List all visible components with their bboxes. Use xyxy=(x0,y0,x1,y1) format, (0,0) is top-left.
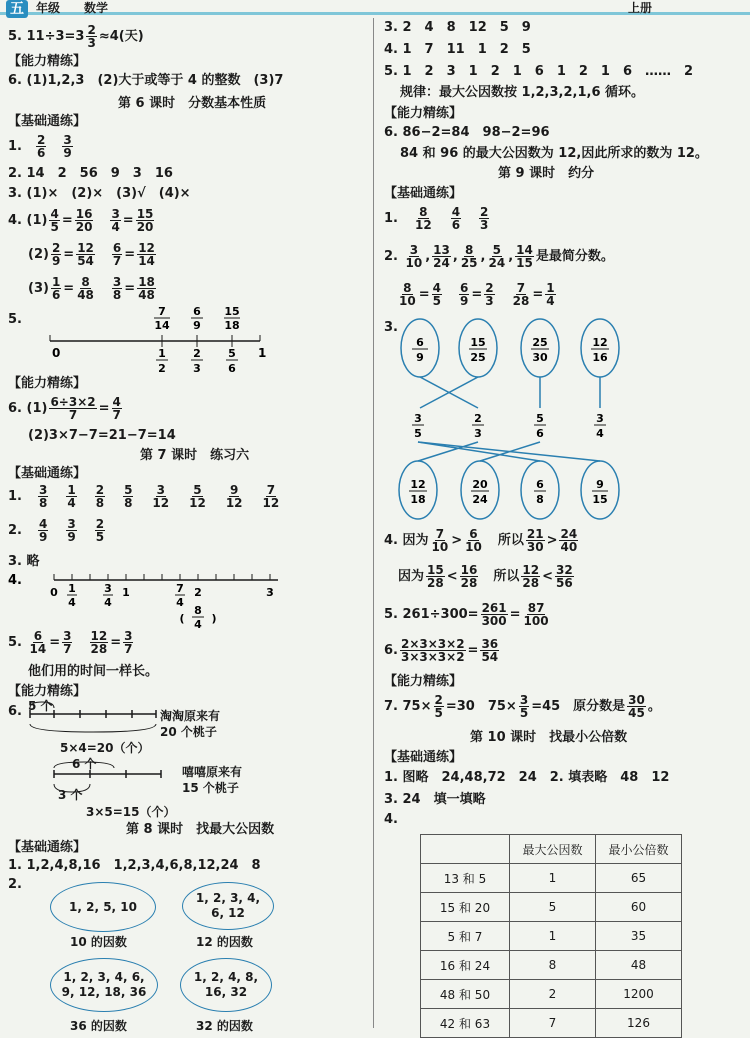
svg-text:4.: 4. xyxy=(8,573,22,588)
svg-text:30: 30 xyxy=(532,351,548,364)
section-heading: 【能力精练】 xyxy=(384,674,463,689)
lesson-title: 第 9 课时 约分 xyxy=(498,166,595,181)
table-cell: 42 和 63 xyxy=(421,1009,510,1038)
answer-r4c: 4. xyxy=(384,812,398,827)
svg-text:5: 5 xyxy=(414,427,422,440)
section-heading: 【基础通练】 xyxy=(8,114,87,129)
svg-text:3: 3 xyxy=(193,362,201,375)
section-heading: 【能力精练】 xyxy=(8,54,87,69)
calc-2: 3×5=15（个） xyxy=(86,805,176,819)
table-row xyxy=(421,1009,682,1038)
svg-text:2: 2 xyxy=(474,412,482,425)
gcd-lcm-table xyxy=(420,834,682,1038)
answer-r1: 1. $\frac{8}{12}$ $\frac{4}{6}$ $\frac{2}{3}$ xyxy=(384,205,489,232)
table-cell: 13 和 5 xyxy=(421,864,510,893)
section-heading: 【基础通练】 xyxy=(8,466,87,481)
answer-1c: 1. 1,2,4,8,16 1,2,3,4,6,8,12,24 8 xyxy=(8,858,261,873)
answer-2b: 2. $\frac{4}{9}$ $\frac{3}{9}$ $\frac{2}{5}$ xyxy=(8,517,105,544)
bar-label-six: 6 个 xyxy=(72,757,97,771)
answer-5b-text: 他们用的时间一样长。 xyxy=(28,664,159,679)
lesson-title: 第 6 课时 分数基本性质 xyxy=(118,96,267,111)
svg-text:9: 9 xyxy=(596,478,604,491)
answer-5-label: 5. xyxy=(8,312,22,327)
svg-text:18: 18 xyxy=(410,493,426,506)
svg-text:5: 5 xyxy=(536,412,544,425)
svg-text:15: 15 xyxy=(470,336,486,349)
section-heading: 【能力精练】 xyxy=(8,684,87,699)
svg-text:3: 3 xyxy=(414,412,422,425)
svg-text:9: 9 xyxy=(193,319,201,332)
table-cell: 5 和 7 xyxy=(421,922,510,951)
table-cell: 7 xyxy=(510,1009,596,1038)
lesson-title: 第 10 课时 找最小公倍数 xyxy=(470,730,628,745)
svg-text:2: 2 xyxy=(193,347,201,360)
peach-text-1a: 淘淘原来有 xyxy=(160,709,221,723)
answer-r4a: 4. 因为 $\frac{7}{10}$ > $\frac{6}{10}$ 所以 $\frac{21}{30}$ > $\frac{24}{40}$ xyxy=(384,527,578,554)
svg-text:24: 24 xyxy=(472,493,488,506)
svg-text:4: 4 xyxy=(194,618,202,630)
answer-1: 1. $\frac{2}{6}$ $\frac{3}{9}$ xyxy=(8,133,72,160)
answer-r2: 2. $\frac{3}{10}$ , $\frac{13}{24}$ , $\frac{8}{25}$ , $\frac{5}{24}$ , $\frac{14}{15}$ 是最简分数。 xyxy=(384,243,614,270)
answer-r6b: 84 和 96 的最大公因数为 12,因此所求的数为 12。 xyxy=(400,146,708,161)
table-row xyxy=(421,922,682,951)
svg-text:8: 8 xyxy=(536,493,544,506)
svg-text:12: 12 xyxy=(592,336,608,349)
oval-caption: 12 的因数 xyxy=(196,935,253,949)
svg-text:7: 7 xyxy=(176,582,184,595)
svg-text:12: 12 xyxy=(410,478,426,491)
subject-label: 数学 xyxy=(84,1,109,15)
number-line-2 xyxy=(8,568,298,630)
grade-badge: 五 xyxy=(6,0,28,18)
answer-r2b: $\frac{8}{10}$ = $\frac{4}{5}$ $\frac{6}{9}$ = $\frac{2}{3}$ $\frac{7}{28}$ = $\frac{1}{4}$ xyxy=(399,281,555,308)
table-header-cell xyxy=(421,835,510,864)
answer-r3-label: 3. xyxy=(384,320,398,335)
svg-text:25: 25 xyxy=(470,351,486,364)
answer-1b: 1. $\frac{3}{8}$ $\frac{1}{4}$ $\frac{2}{8}$ $\frac{5}{8}$ $\frac{3}{12}$ $\frac{5}{12}$ $\frac{9}{12}$ $\frac{7}{12}$ xyxy=(8,483,280,510)
column-divider xyxy=(373,18,374,1028)
svg-text:6: 6 xyxy=(193,305,201,318)
answer-3b: 3. 略 xyxy=(8,554,40,569)
bar-label-five: 5 个 xyxy=(28,699,53,713)
number-line-1 xyxy=(40,305,280,375)
table-row xyxy=(421,980,682,1009)
svg-text:1: 1 xyxy=(158,347,166,360)
table-cell: 65 xyxy=(596,864,682,893)
svg-text:0: 0 xyxy=(52,346,61,360)
section-heading: 【能力精练】 xyxy=(8,376,87,391)
answer-5b: 5. $\frac{6}{14}$ = $\frac{3}{7}$ $\frac{12}{28}$ = $\frac{3}{7}$ xyxy=(8,629,133,656)
table-cell: 60 xyxy=(596,893,682,922)
svg-text:15: 15 xyxy=(592,493,608,506)
table-row xyxy=(421,893,682,922)
answer-3: 3. (1)× (2)× (3)√ (4)× xyxy=(8,186,191,201)
svg-text:20: 20 xyxy=(472,478,488,491)
table-cell: 16 和 24 xyxy=(421,951,510,980)
svg-text:6: 6 xyxy=(416,336,424,349)
svg-text:1: 1 xyxy=(68,582,76,595)
svg-text:1: 1 xyxy=(258,346,267,360)
svg-text:3: 3 xyxy=(474,427,482,440)
svg-text:3: 3 xyxy=(104,582,112,595)
svg-text:3: 3 xyxy=(596,412,604,425)
table-cell: 48 和 50 xyxy=(421,980,510,1009)
answer-r5c: 5. 261÷300= $\frac{261}{300}$ = $\frac{87}{100}$ xyxy=(384,601,549,628)
oval-caption: 32 的因数 xyxy=(196,1019,253,1033)
svg-text:8: 8 xyxy=(194,604,202,617)
svg-text:4: 4 xyxy=(596,427,604,440)
table-cell: 8 xyxy=(510,951,596,980)
answer-2c: 2. xyxy=(8,877,22,892)
answer-6: 6. (1)1,2,3 (2)大于或等于 4 的整数 (3)7 xyxy=(8,73,284,88)
answer-4-row3: (3) $\frac{1}{6}$ = $\frac{8}{48}$ $\frac{3}{8}$ = $\frac{18}{48}$ xyxy=(28,275,155,302)
answer-r5: 5. 1 2 3 1 2 1 6 1 2 1 6 …… 2 xyxy=(384,64,694,79)
table-row xyxy=(421,951,682,980)
table-row xyxy=(421,864,682,893)
answer-r4b: 因为 $\frac{15}{28}$ < $\frac{16}{28}$ 所以 $\frac{12}{28}$ < $\frac{32}{56}$ xyxy=(398,563,573,590)
table-cell: 15 和 20 xyxy=(421,893,510,922)
svg-text:6: 6 xyxy=(536,478,544,491)
factor-oval-10: 1, 2, 5, 10 xyxy=(50,882,156,932)
svg-text:18: 18 xyxy=(224,319,240,332)
answer-r3: 3. 2 4 8 12 5 9 xyxy=(384,20,531,35)
answer-5: 5. 11÷3=3 $\frac{2}{3}$ ≈4(天) xyxy=(8,23,144,50)
svg-text:4: 4 xyxy=(104,596,112,609)
table-cell: 1 xyxy=(510,864,596,893)
peach-text-2a: 嘻嘻原来有 xyxy=(182,765,243,779)
peach-text-2b: 15 个桃子 xyxy=(182,781,239,795)
answer-r5-rule: 规律：最大公因数按 1,2,3,2,1,6 循环。 xyxy=(400,85,645,100)
answer-r7: 7. 75× $\frac{2}{5}$ =30 75× $\frac{3}{5}$ =45 原分数是 $\frac{30}{45}$ 。 xyxy=(384,693,661,720)
answer-4-row2: (2) $\frac{2}{9}$ = $\frac{12}{54}$ $\frac{6}{7}$ = $\frac{12}{14}$ xyxy=(28,241,155,268)
table-cell: 48 xyxy=(596,951,682,980)
answer-r6c: 6. $\frac{2\times 3\times 3\times 2}{3\times 3\times 3\times 2}$ = $\frac{36}{54}$ xyxy=(384,637,499,664)
svg-text:2: 2 xyxy=(194,586,202,599)
svg-text:6: 6 xyxy=(536,427,544,440)
svg-text:(: ( xyxy=(179,612,185,625)
svg-text:2: 2 xyxy=(158,362,166,375)
table-cell: 2 xyxy=(510,980,596,1009)
answer-2: 2. 14 2 56 9 3 16 xyxy=(8,166,173,181)
svg-text:16: 16 xyxy=(592,351,608,364)
svg-text:14: 14 xyxy=(154,319,170,332)
factor-oval-36: 1, 2, 3, 4, 6, 9, 12, 18, 36 xyxy=(50,958,158,1012)
svg-text:15: 15 xyxy=(224,305,240,318)
answer-4-row1: 4. (1) $\frac{4}{5}$ = $\frac{16}{20}$ $\frac{3}{4}$ = $\frac{15}{20}$ xyxy=(8,207,154,234)
table-cell: 1 xyxy=(510,922,596,951)
answer-6c-label: 6. xyxy=(8,704,22,719)
section-heading: 【基础通练】 xyxy=(384,750,463,765)
svg-text:9: 9 xyxy=(416,351,424,364)
grade-label: 年级 xyxy=(36,1,61,15)
answer-r3b: 3. 24 填一填略 xyxy=(384,792,486,807)
factor-oval-32: 1, 2, 4, 8, 16, 32 xyxy=(180,958,272,1012)
table-cell: 5 xyxy=(510,893,596,922)
answer-6b: (2)3×7−7=21−7=14 xyxy=(28,428,176,443)
svg-text:3: 3 xyxy=(266,586,274,599)
answer-6a: 6. (1) $\frac{6\div 3\times 2}{7}$ = $\frac{4}{7}$ xyxy=(8,395,121,422)
volume-label: 上册 xyxy=(628,1,653,15)
table-cell: 126 xyxy=(596,1009,682,1038)
oval-caption: 36 的因数 xyxy=(70,1019,127,1033)
lesson-title: 第 7 课时 练习六 xyxy=(140,448,250,463)
svg-text:7: 7 xyxy=(158,305,166,318)
oval-caption: 10 的因数 xyxy=(70,935,127,949)
svg-text:6: 6 xyxy=(228,362,236,375)
calc-1: 5×4=20（个） xyxy=(60,741,150,755)
answer-r6: 6. 86−2=84 98−2=96 xyxy=(384,125,550,140)
svg-text:0: 0 xyxy=(50,586,58,599)
svg-text:4: 4 xyxy=(176,596,184,609)
svg-text:1: 1 xyxy=(122,586,130,599)
section-heading: 【基础通练】 xyxy=(8,840,87,855)
table-cell: 35 xyxy=(596,922,682,951)
section-heading: 【基础通练】 xyxy=(384,186,463,201)
svg-text:25: 25 xyxy=(532,336,548,349)
page-header xyxy=(0,0,750,20)
svg-text:): ) xyxy=(211,612,217,625)
svg-text:5: 5 xyxy=(228,347,236,360)
peach-text-1b: 20 个桃子 xyxy=(160,725,217,739)
bar-label-three: 3 个 xyxy=(58,788,83,802)
fraction-matching-diagram xyxy=(390,316,630,524)
answer-r4: 4. 1 7 11 1 2 5 xyxy=(384,42,531,57)
table-header-cell: 最小公倍数 xyxy=(596,835,682,864)
table-cell: 1200 xyxy=(596,980,682,1009)
table-header-row xyxy=(421,835,682,864)
section-heading: 【能力精练】 xyxy=(384,106,463,121)
svg-text:4: 4 xyxy=(68,596,76,609)
lesson-title: 第 8 课时 找最大公因数 xyxy=(126,822,275,837)
answer-r1b: 1. 图略 24,48,72 24 2. 填表略 48 12 xyxy=(384,770,670,785)
factor-oval-12: 1, 2, 3, 4, 6, 12 xyxy=(182,882,274,930)
table-header-cell: 最大公因数 xyxy=(510,835,596,864)
